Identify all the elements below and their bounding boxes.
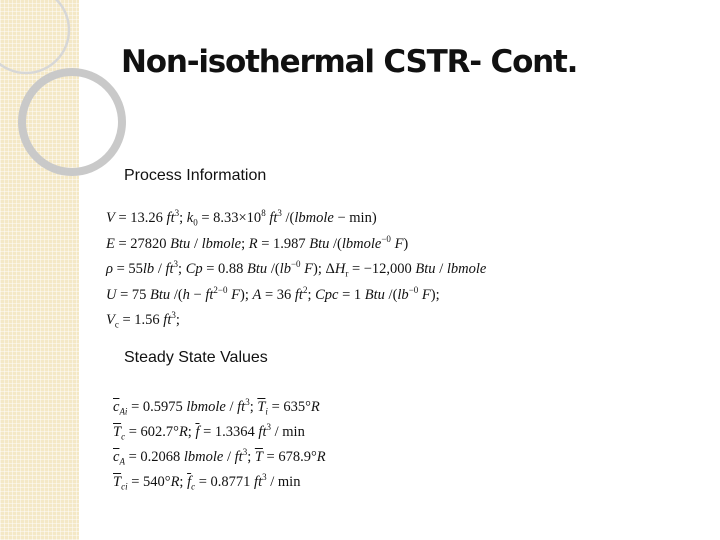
process-equation-line: U = 75 Btu $/(h - ft^{2-0}$ F); A = 36 $ft^2$; Cpc = 1 Btu $/(lb^{-0}$ F); — [106, 284, 440, 303]
decorative-rings — [0, 0, 140, 200]
steady-state-equation-line: $\overline{c}_{Ai} = 0.5975$ lbmole / $ft^3$; $\overline{T}_i = 635^\circ R$ — [113, 397, 320, 417]
slide-title: Non-isothermal CSTR- Cont. — [121, 44, 578, 80]
process-equation-line: $V_c = 1.56$ $ft^3$; — [106, 310, 180, 330]
steady-state-equation-line: $\overline{c}_A = 0.2068$ lbmole / $ft^3$; $\overline{T} = 678.9^\circ R$ — [113, 447, 326, 467]
steady-state-equations — [113, 390, 326, 490]
steady-state-equation-line: $\overline{T}_{ci} = 540^\circ R$; $\overline{f}_c = 0.8771$ $ft^3$ / min — [113, 472, 301, 492]
process-information-heading: Process Information — [124, 167, 267, 184]
decorative-ring-upper — [0, 0, 69, 73]
process-equation-line: E = 27820 Btu / lbmole; R = 1.987 Btu /(lbmole$^{-0}$ F) — [106, 233, 409, 252]
process-equation-line: $\rho = 55lb / ft^3$; Cp = 0.88 Btu $/(lb^{-0}$ F); $\Delta H_r = -12,000$ Btu / lbmole — [106, 259, 487, 279]
steady-state-equation-line: $\overline{T}_c = 602.7^\circ R$; $\overline{f} = 1.3364$ $ft^3$ / min — [113, 422, 305, 442]
steady-state-heading: Steady State Values — [124, 349, 268, 366]
process-equations — [106, 201, 486, 329]
decorative-ring-lower — [22, 72, 122, 172]
process-equation-line: V = 13.26 $ft^3$; $k_0 = 8.33\times 10^8$ $ft^3$ /(lbmole − min) — [106, 208, 377, 228]
